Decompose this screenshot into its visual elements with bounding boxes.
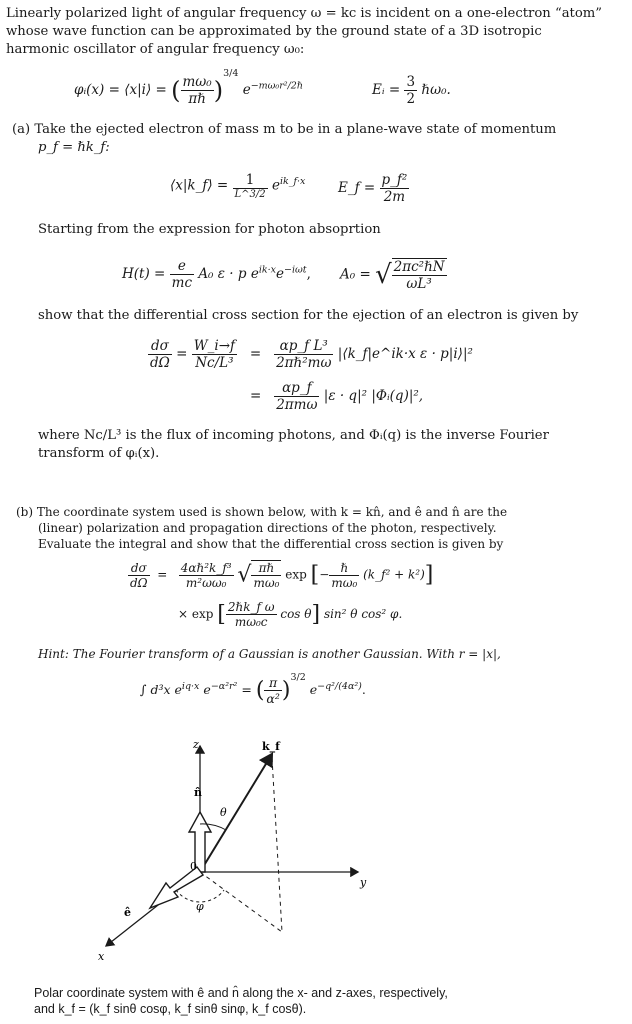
show-line: show that the differential cross section for the ejection of an electron is given by [38,308,579,323]
part-a-line-2: p_f = ℏk_f: [38,140,110,155]
b-ds-den: dΩ [130,575,148,590]
amplitude-equation: A₀ = √ $\frac{\text{2πc²ℏN}}{\text{ωL³}}$ [340,259,445,292]
theta-label: θ [220,806,227,819]
r1-den: 2πℏ²mω [276,355,332,371]
plane-exp-sup: ik_f·x [279,176,306,187]
hint-line: Hint: The Fourier transform of a Gaussian is another Gaussian. With r = |x|, [38,647,501,661]
cross-section-row-1: $\frac{d\sigma}{d\Omega}$ = $\frac{W\_i\to f}{\text{Nc/L³}}$ = $\frac{\text{αp\_f L³}}{\text{2πℏ²mω}}$ |⟨k_f|e^ik·x ε · p|i⟩|² [150,338,473,371]
result-row-2: × exp [ $\frac{\text{2ℏk\_f ω}}{\text{mω₀c}}$ cos θ] sin² θ cos² φ. [178,600,403,629]
ef-den: 2m [383,189,406,205]
int-sup-1: iq·x [181,680,200,692]
sq-num: πℏ [251,561,281,576]
kf-vector [200,754,272,872]
exp-word: exp [285,567,307,582]
part-b-line-2: (linear) polarization and propagation directions of the photon, respectively. [38,521,497,535]
int-den: α² [266,691,280,706]
part-a-line-1: (a) Take the ejected electron of mass m to be in a plane-wave state of momentum [12,122,557,137]
plane-exp: e [271,177,280,194]
a0-lhs: A₀ = [340,266,371,283]
h-sup-1: ik·x [258,264,276,276]
phi-label: φ [196,900,204,913]
a-ds-den: dΩ [150,355,170,371]
r2-num: αp_f [274,380,319,397]
int-tail: e [309,682,318,697]
e2-num: 2ℏk_f ω [227,600,275,614]
int-pow: 3/2 [290,672,306,683]
kf-drop-line [272,758,282,932]
plane-num: 1 [233,172,268,189]
x-axis-label: x [98,950,105,963]
h-e2: e [276,266,284,282]
fourier-integral: ∫ d³x $e^{iq\cdot x}$ $e^{-\alpha^2r^2}$ = ( $\frac{\pi}{\text{α²}}$ )$^{3/2}$ $e^{-q^2/(4\alpha^2)}$. [140,672,366,706]
int-eq: = [241,682,252,697]
ef-num: p_f² [381,172,408,188]
r2-den: 2πmω [276,397,318,413]
energy-tail: ℏω₀. [421,82,451,98]
int-sup-2: −α²r² [210,680,238,692]
r2-tail: |ε · q|² |Φᵢ(q)|², [323,388,424,404]
int-lhs: ∫ d³x e [140,682,182,697]
h-num: e [170,258,194,275]
hamiltonian-equation: H(t) = $\frac{e}{mc}$ A₀ ε · p $e^{ik\cdot x}e^{-i\omega t}$, [122,258,311,291]
kf-label: k_f [262,740,280,753]
start-line: Starting from the expression for photon absoprtion [38,222,381,237]
ground-state-equation: φᵢ(x) = ⟨x|i⟩ = ( $\frac{\text{mω₀}}{\text{πℏ}}$ )$^{3/4}$ $e^{-m\omega_0r^2/2\hbar}$ [74,68,303,107]
intro-line-1: Linearly polarized light of angular frequency ω = kc is incident on a one-electron “atom” [6,6,603,21]
ground-exp-power: 3/4 [223,68,239,79]
e2-den: mω₀c [234,615,268,629]
e2-tail: cos θ [280,607,312,621]
int-e2: e [203,682,211,697]
h-rhs: A₀ ε · p e [198,266,259,282]
sin-tail: sin² θ cos² φ. [323,607,403,621]
energy-den: 2 [406,91,416,107]
h-den: mc [171,275,193,291]
ground-state-lhs: φᵢ(x) = ⟨x|i⟩ = [74,82,167,98]
result-row-1: $\frac{d\sigma}{d\Omega}$ = $\frac{\text{4αℏ²k\_f³}}{\text{m²ωω₀}}$ √ $\frac{\text{πℏ}}{\text{mω₀}}$ exp [− $\frac{\text{ℏ}}{\text{mω₀}}$ (k_f² + k²)] [130,560,434,590]
ground-paren-den: πℏ [188,91,206,107]
cross-section-row-2: = $\frac{\alpha p\_f}{\text{2πmω}}$ |ε · q|² |Φᵢ(q)|², [250,380,424,413]
b-ds-num: dσ [128,561,150,576]
where-line-2: transform of φᵢ(x). [38,446,160,461]
y-axis-label: y [360,876,367,889]
final-energy-equation [338,172,409,205]
e1-den: mω₀ [331,575,358,590]
energy-lhs: Eᵢ = [372,82,401,98]
intro-line-2: whose wave function can be approximated by the ground state of a 3D isotropic [6,24,542,39]
a0-num: 2πc²ℏN [393,259,445,275]
ground-gauss: e [242,82,251,98]
where-line-1: where Nc/L³ is the flux of incoming photons, and Φᵢ(q) is the inverse Fourier [38,428,549,443]
r1-num: αp_f L³ [274,338,333,355]
plane-wave-equation [170,172,305,200]
caption-line-1: Polar coordinate system with ê and n̂ along the x- and z-axes, respectively, [34,986,448,1000]
z-axis-label: z [193,738,199,751]
origin-label: 0 [190,860,197,873]
w-den: Nc/L³ [195,355,234,371]
e1-num: ℏ [329,561,359,576]
c-den: m²ωω₀ [185,575,227,590]
h-sup-2: −iωt [284,264,307,276]
a0-den: ωL³ [406,276,432,292]
e-hat-label: ê [124,906,131,919]
part-b-line-3: Evaluate the integral and show that the differential cross section is given by [38,537,504,551]
int-end: . [361,682,366,697]
energy-num: 3 [406,74,416,90]
ground-energy [372,74,451,107]
x-exp: × exp [178,607,214,621]
h-lhs: H(t) = [122,266,166,282]
plane-den: L^3/2 [234,189,266,200]
plane-lhs: ⟨x|k_f⟩ = [170,177,229,194]
ground-gauss-sup: −mω₀r²/2ℏ [250,80,303,92]
e1-tail: (k_f² + k²) [363,567,425,582]
part-b-line-1: (b) The coordinate system used is shown below, with k = kn̂, and ê and n̂ are the [16,505,508,519]
int-tail-sup: −q²/(4α²) [317,680,362,692]
a-ds-num: dσ [148,338,172,355]
ground-paren-num: mω₀ [182,74,212,90]
int-num: π [264,675,281,691]
n-hat-label: n̂ [194,786,202,799]
kf-projection-line [200,872,282,932]
w-num: W_i→f [193,338,236,354]
ef-lhs: E_f = [338,180,376,196]
r1-tail: |⟨k_f|e^ik·x ε · p|i⟩|² [337,346,473,362]
c-num: 4αℏ²k_f³ [180,560,232,575]
coordinate-diagram [0,720,632,980]
sq-den: mω₀ [253,576,280,590]
caption-line-2: and k_f = (k_f sinθ cosφ, k_f sinθ sinφ, k_f cosθ). [34,1002,307,1016]
intro-line-3: harmonic oscillator of angular frequency ω₀: [6,42,305,57]
